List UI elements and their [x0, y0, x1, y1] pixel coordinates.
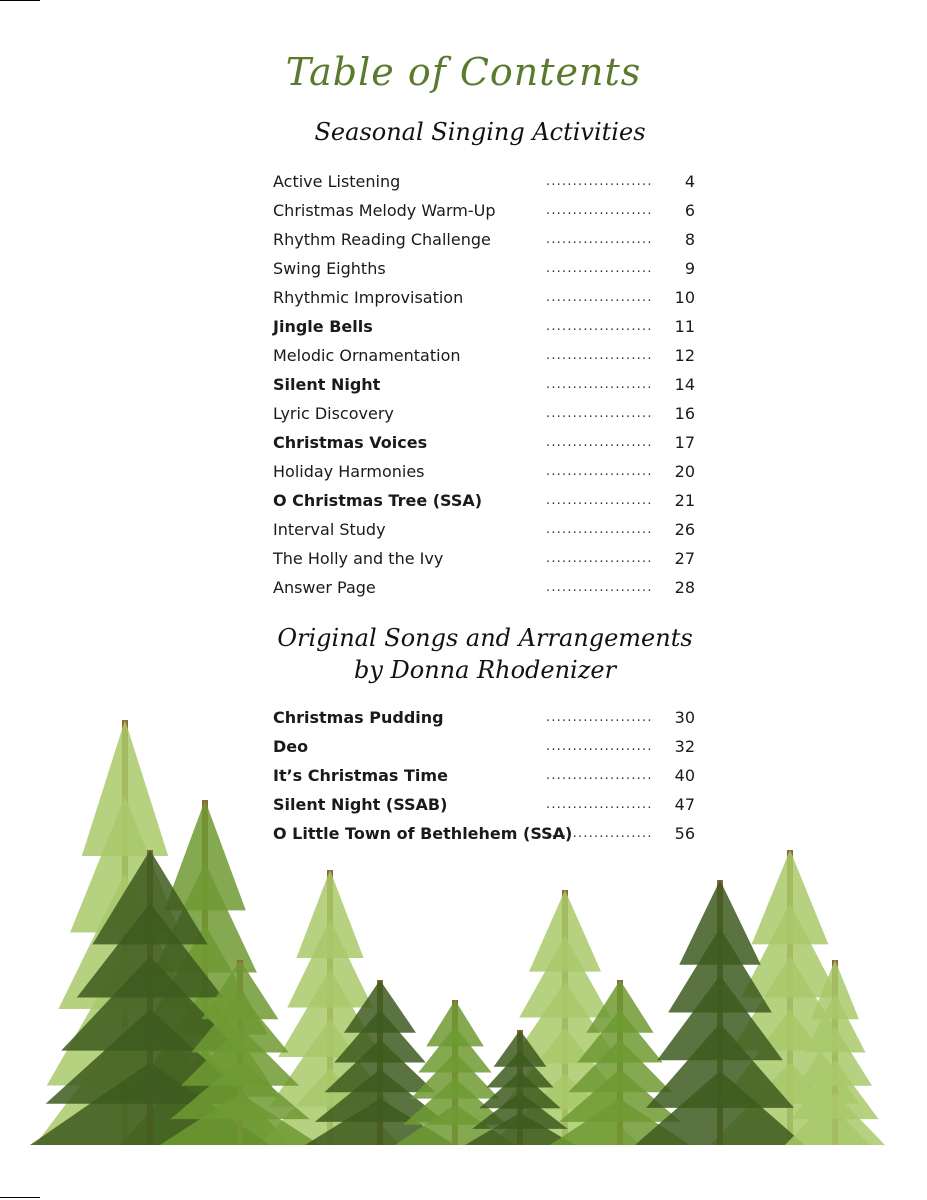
toc-leader-dots: ....................: [546, 797, 653, 812]
toc-entry-title: Christmas Pudding: [273, 708, 444, 727]
toc-entry-page: 21: [674, 491, 695, 510]
toc-entry[interactable]: [273, 435, 695, 464]
toc-entry-title: Holiday Harmonies: [273, 462, 425, 481]
toc-entry[interactable]: [273, 551, 695, 580]
toc-leader-dots: ....................: [546, 464, 653, 479]
page-title: Table of Contents: [285, 50, 642, 94]
toc-entry-page: 20: [674, 462, 695, 481]
crop-mark-bottom: [0, 1197, 40, 1198]
toc-entry[interactable]: [273, 493, 695, 522]
toc-entry[interactable]: [273, 261, 695, 290]
toc-entry[interactable]: [273, 232, 695, 261]
toc-entry-title: Lyric Discovery: [273, 404, 394, 423]
toc-entry-page: 40: [674, 766, 695, 785]
toc-entry[interactable]: [273, 174, 695, 203]
toc-entry-title: O Little Town of Bethlehem (SSA): [273, 824, 573, 843]
toc-entry-title: Christmas Melody Warm-Up: [273, 201, 496, 220]
toc-entry-page: 26: [674, 520, 695, 539]
toc-entry-page: 11: [674, 317, 695, 336]
toc-leader-dots: ....................: [546, 232, 653, 247]
section-heading-activities: Seasonal Singing Activities: [314, 118, 646, 146]
toc-entry-page: 56: [674, 824, 695, 843]
toc-entry[interactable]: [273, 319, 695, 348]
toc-entry-page: 14: [674, 375, 695, 394]
toc-entry[interactable]: [273, 522, 695, 551]
toc-entry[interactable]: [273, 406, 695, 435]
toc-entry-page: 4: [684, 172, 695, 191]
toc-leader-dots: ....................: [546, 290, 653, 305]
toc-leader-dots: ....................: [546, 739, 653, 754]
toc-entry-title: It’s Christmas Time: [273, 766, 448, 785]
toc-leader-dots: ....................: [546, 203, 653, 218]
toc-entry-title: Silent Night: [273, 375, 381, 394]
toc-entry-title: Silent Night (SSAB): [273, 795, 448, 814]
section-heading-songs-author: by Donna Rhodenizer: [353, 656, 617, 684]
toc-entry-page: 28: [674, 578, 695, 597]
toc-entry-title: Rhythmic Improvisation: [273, 288, 464, 307]
toc-entry[interactable]: [273, 464, 695, 493]
toc-leader-dots: ....................: [546, 710, 653, 725]
toc-entry-title: Deo: [273, 737, 309, 756]
toc-entry-page: 9: [684, 259, 695, 278]
toc-entry-page: 27: [674, 549, 695, 568]
toc-entry-page: 30: [674, 708, 695, 727]
forest-illustration: [0, 700, 927, 1160]
toc-entry-title: Rhythm Reading Challenge: [273, 230, 491, 249]
toc-entry-title: Christmas Voices: [273, 433, 428, 452]
toc-entry-page: 47: [674, 795, 695, 814]
toc-leader-dots: ....................: [546, 435, 653, 450]
toc-entry-title: The Holly and the Ivy: [273, 549, 444, 568]
toc-leader-dots: ....................: [546, 580, 653, 595]
toc-entry-page: 32: [674, 737, 695, 756]
toc-entry[interactable]: [273, 290, 695, 319]
toc-leader-dots: ....................: [546, 493, 653, 508]
toc-entry-title: Jingle Bells: [273, 317, 373, 336]
crop-mark-top: [0, 0, 40, 1]
toc-entry-page: 16: [674, 404, 695, 423]
toc-entry-page: 12: [674, 346, 695, 365]
toc-leader-dots: ....................: [546, 551, 653, 566]
toc-entry-title: Answer Page: [273, 578, 376, 597]
toc-leader-dots: ....................: [546, 406, 653, 421]
toc-leader-dots: ....................: [546, 768, 653, 783]
toc-leader-dots: ....................: [546, 522, 653, 537]
toc-entry-title: Melodic Ornamentation: [273, 346, 461, 365]
toc-entry[interactable]: [273, 580, 695, 609]
toc-leader-dots: ....................: [546, 174, 653, 189]
toc-leader-dots: ....................: [546, 261, 653, 276]
toc-entry-title: Swing Eighths: [273, 259, 386, 278]
toc-leader-dots: ....................: [546, 319, 653, 334]
section-heading-songs: Original Songs and Arrangements: [277, 624, 693, 652]
toc-entry-page: 8: [684, 230, 695, 249]
toc-entry[interactable]: [273, 377, 695, 406]
toc-entry-title: O Christmas Tree (SSA): [273, 491, 483, 510]
toc-leader-dots: ....................: [546, 377, 653, 392]
toc-entry-page: 17: [674, 433, 695, 452]
toc-entry-page: 6: [684, 201, 695, 220]
toc-entry-title: Interval Study: [273, 520, 386, 539]
toc-entry-title: Active Listening: [273, 172, 401, 191]
toc-leader-dots: ....................: [546, 348, 653, 363]
toc-entry-page: 10: [674, 288, 695, 307]
toc-entry[interactable]: [273, 203, 695, 232]
toc-entry[interactable]: [273, 348, 695, 377]
toc-leader-dots: ....................: [546, 826, 653, 841]
toc-list-activities: [273, 174, 695, 609]
